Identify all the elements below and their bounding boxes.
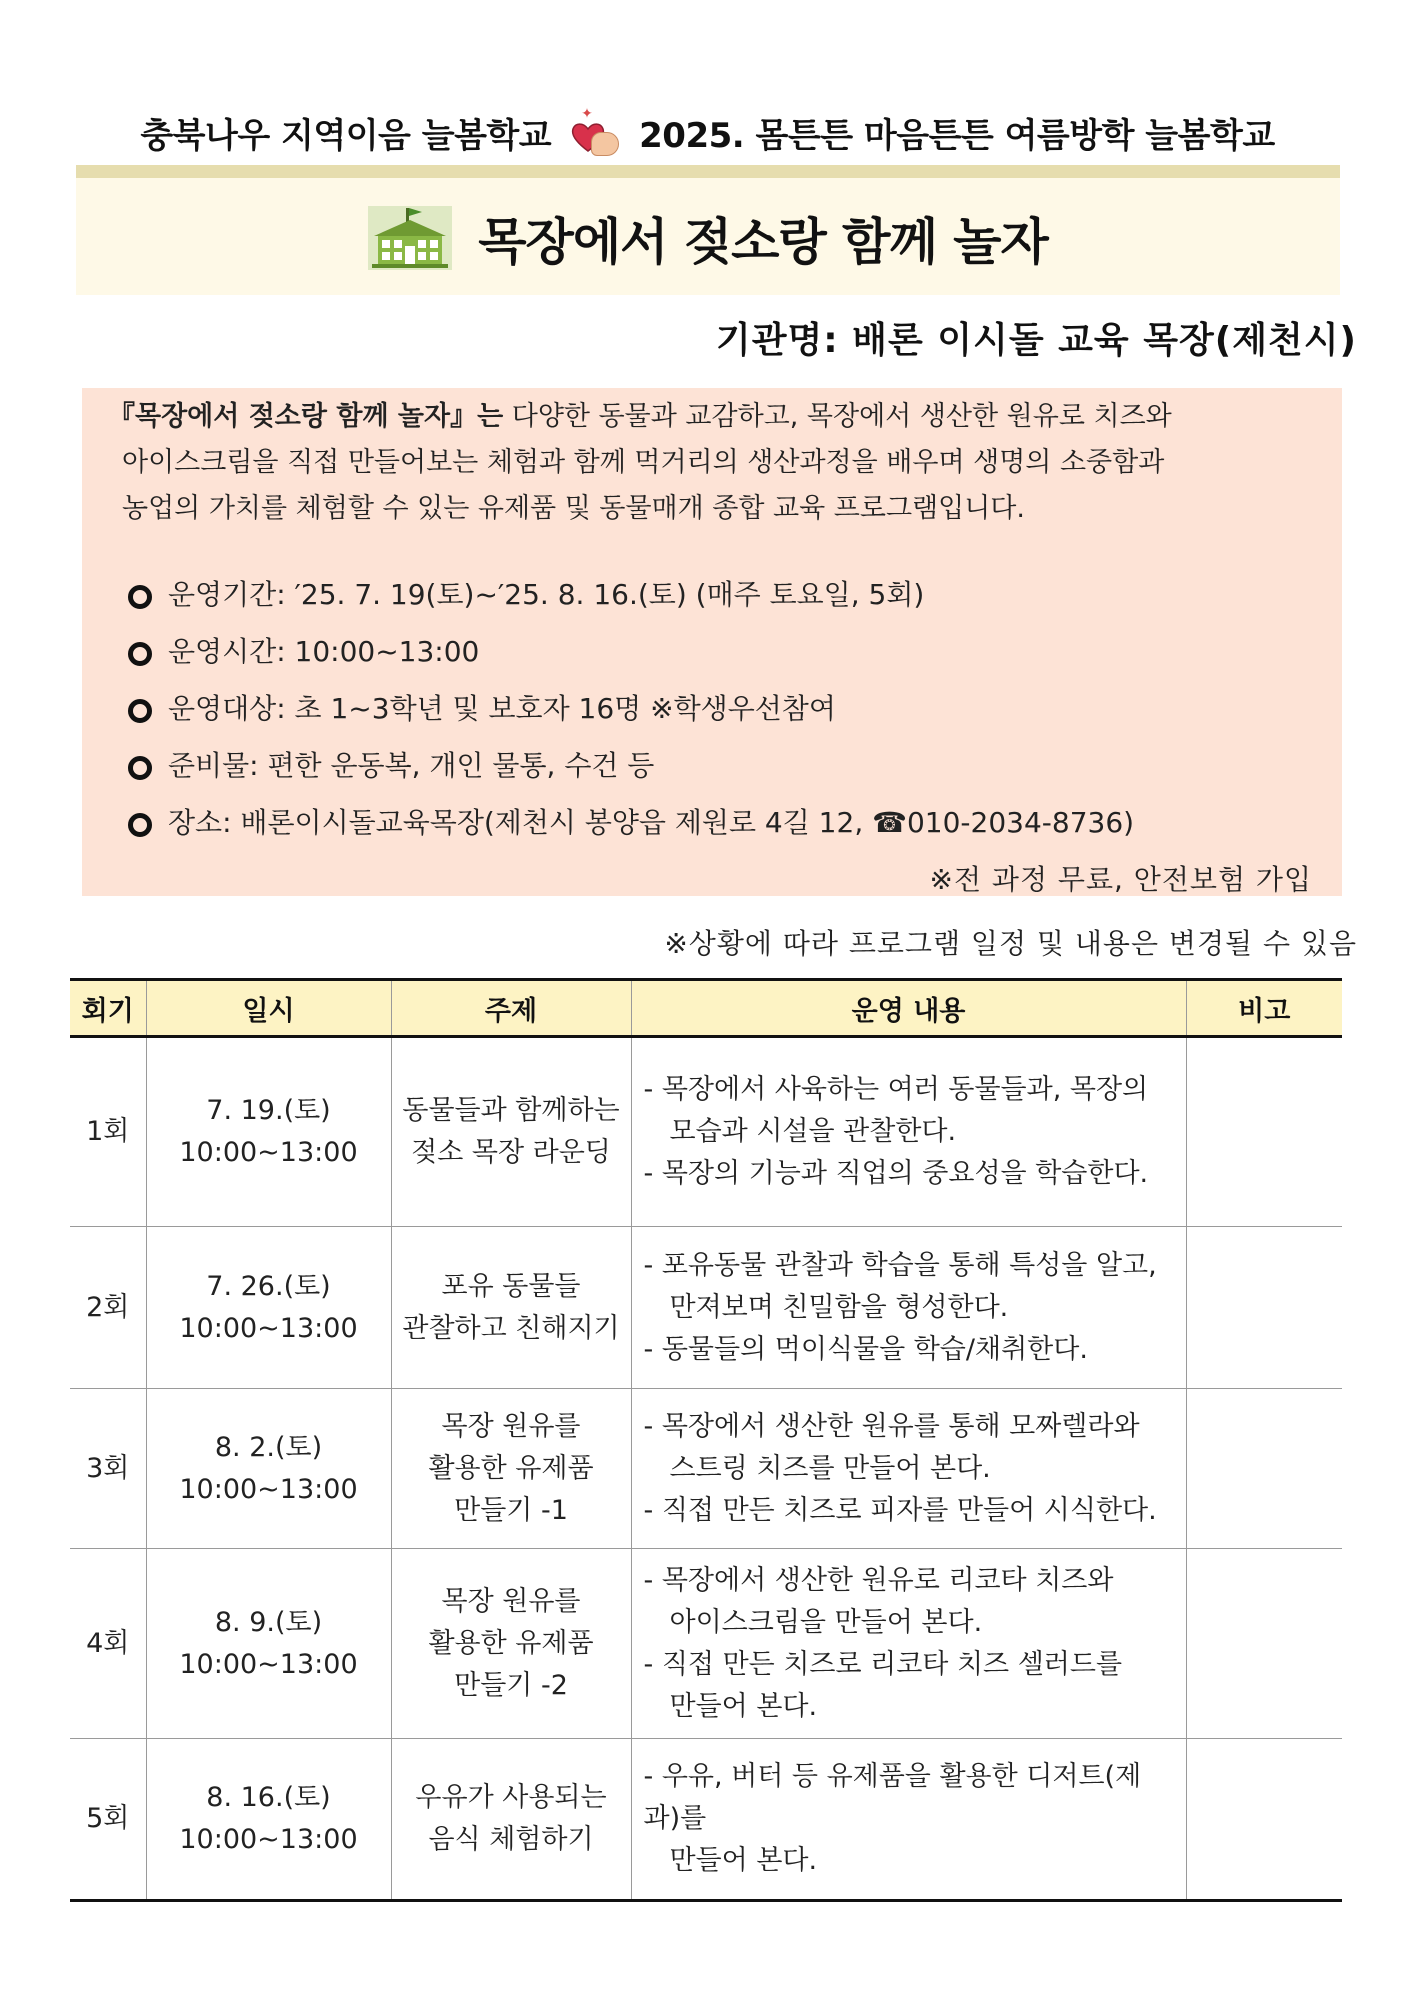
date-text: 8. 16.(토) [206, 1782, 331, 1813]
content-cell [631, 1739, 1186, 1901]
topic-cell [391, 1037, 631, 1227]
info-item-location: 장소: 배론이시돌교육목장(제천시 봉양읍 제원로 4길 12, ☎010-2034-8736) [128, 794, 1308, 851]
content-line: 모습과 시설을 관찰한다. [669, 1116, 957, 1147]
content-line: - 목장에서 사육하는 여러 동물들과, 목장의 [643, 1074, 1149, 1105]
session-cell: 1회 [70, 1037, 146, 1227]
intro-line-3: 농업의 가치를 체험할 수 있는 유제품 및 동물매개 종합 교육 프로그램입니다. [122, 493, 1025, 524]
table-header-row [70, 980, 1342, 1037]
content-line: 만들어 본다. [669, 1845, 818, 1876]
table-row [70, 1037, 1342, 1227]
time-text: 10:00~13:00 [179, 1648, 358, 1680]
content-line: - 목장의 기능과 직업의 중요성을 학습한다. [643, 1158, 1149, 1189]
topic-line: 동물들과 함께하는 [402, 1095, 620, 1126]
date-text: 7. 19.(토) [206, 1095, 331, 1126]
session-cell: 3회 [70, 1389, 146, 1549]
header-content: 운영 내용 [631, 980, 1186, 1037]
title-band [76, 165, 1340, 295]
session-cell: 4회 [70, 1549, 146, 1739]
institution-name: 기관명: 배론 이시돌 교육 목장(제천시) [715, 320, 1357, 361]
content-cell [631, 1227, 1186, 1389]
content-line: - 목장에서 생산한 원유로 리코타 치즈와 [643, 1564, 1114, 1596]
time-text: 10:00~13:00 [179, 1137, 358, 1168]
circle-bullet-icon [128, 642, 152, 666]
topic-cell [391, 1389, 631, 1549]
time-text: 10:00~13:00 [179, 1824, 358, 1855]
intro-line-1-rest: 다양한 동물과 교감하고, 목장에서 생산한 원유로 치즈와 [503, 401, 1172, 432]
content-line: - 직접 만든 치즈로 피자를 만들어 시식한다. [643, 1494, 1157, 1526]
date-text: 7. 26.(토) [206, 1270, 331, 1302]
topic-cell [391, 1739, 631, 1901]
content-cell [631, 1389, 1186, 1549]
header-session: 회기 [70, 980, 146, 1037]
content-line: - 동물들의 먹이식물을 학습/채취한다. [643, 1333, 1088, 1365]
table-row [70, 1739, 1342, 1901]
topic-cell [391, 1549, 631, 1739]
date-cell [146, 1739, 391, 1901]
table-row [70, 1389, 1342, 1549]
table-row [70, 1227, 1342, 1389]
note-cell [1186, 1227, 1342, 1389]
header-date: 일시 [146, 980, 391, 1037]
topic-line: 포유 동물들 [441, 1270, 581, 1302]
free-insurance-note: ※전 과정 무료, 안전보험 가입 [929, 863, 1312, 896]
main-title: 목장에서 젖소랑 함께 놀자 [478, 213, 1048, 271]
schedule-table [70, 978, 1342, 1902]
circle-bullet-icon [128, 585, 152, 609]
info-item-supplies: 준비물: 편한 운동복, 개인 물통, 수건 등 [128, 737, 1308, 794]
topic-line: 만들기 -1 [454, 1494, 568, 1526]
content-line: 만들어 본다. [669, 1690, 818, 1722]
content-line: - 우유, 버터 등 유제품을 활용한 디저트(제과)를 [643, 1761, 1142, 1834]
content-cell [631, 1037, 1186, 1227]
time-text: 10:00~13:00 [179, 1473, 358, 1505]
header-right: 2025. 몸튼튼 마음튼튼 여름방학 늘봄학교 [639, 115, 1275, 156]
heart-hand-icon: ✦ [561, 106, 621, 158]
table-row [70, 1549, 1342, 1739]
date-cell [146, 1227, 391, 1389]
topic-line: 만들기 -2 [454, 1669, 568, 1701]
content-line: - 포유동물 관찰과 학습을 통해 특성을 알고, [643, 1249, 1157, 1281]
note-cell [1186, 1389, 1342, 1549]
header-note: 비고 [1186, 980, 1342, 1037]
circle-bullet-icon [128, 813, 152, 837]
session-cell: 5회 [70, 1739, 146, 1901]
topic-line: 목장 원유를 [441, 1410, 581, 1442]
date-cell [146, 1037, 391, 1227]
date-cell [146, 1389, 391, 1549]
content-line: - 직접 만든 치즈로 리코타 치즈 셀러드를 [643, 1648, 1123, 1680]
info-box [82, 388, 1342, 896]
note-cell [1186, 1037, 1342, 1227]
intro-lead: 『목장에서 젖소랑 함께 놀자』는 [108, 401, 504, 432]
session-cell: 2회 [70, 1227, 146, 1389]
topic-line: 젖소 목장 라운딩 [411, 1137, 611, 1168]
content-line: 스트링 치즈를 만들어 본다. [669, 1452, 991, 1484]
note-cell [1186, 1739, 1342, 1901]
content-cell [631, 1549, 1186, 1739]
topic-line: 활용한 유제품 [428, 1452, 594, 1484]
school-icon [368, 206, 452, 270]
topic-line: 음식 체험하기 [428, 1824, 594, 1855]
header-topic: 주제 [391, 980, 631, 1037]
topic-cell [391, 1227, 631, 1389]
info-list [128, 566, 1308, 851]
topic-line: 활용한 유제품 [428, 1627, 594, 1659]
info-item-period: 운영기간: ′25. 7. 19(토)~′25. 8. 16.(토) (매주 토요일, 5회) [128, 566, 1308, 623]
info-item-target: 운영대상: 초 1~3학년 및 보호자 16명 ※학생우선참여 [128, 680, 1308, 737]
topic-line: 목장 원유를 [441, 1585, 581, 1617]
info-item-time: 운영시간: 10:00~13:00 [128, 623, 1308, 680]
date-text: 8. 2.(토) [214, 1431, 323, 1463]
circle-bullet-icon [128, 756, 152, 780]
date-text: 8. 9.(토) [214, 1606, 323, 1638]
content-line: 아이스크림을 만들어 본다. [669, 1606, 983, 1638]
program-intro [108, 394, 1308, 532]
intro-line-1 [108, 394, 1308, 440]
header-left: 충북나우 지역이음 늘봄학교 [140, 115, 552, 156]
content-line: - 목장에서 생산한 원유를 통해 모짜렐라와 [643, 1410, 1140, 1442]
schedule-change-note: ※상황에 따라 프로그램 일정 및 내용은 변경될 수 있음 [664, 927, 1357, 960]
date-cell [146, 1549, 391, 1739]
content-line: 만져보며 친밀함을 형성한다. [669, 1291, 1009, 1323]
circle-bullet-icon [128, 699, 152, 723]
time-text: 10:00~13:00 [179, 1312, 358, 1344]
intro-line-2: 아이스크림을 직접 만들어보는 체험과 함께 먹거리의 생산과정을 배우며 생명의 소중함과 [122, 447, 1165, 478]
topic-line: 우유가 사용되는 [415, 1782, 607, 1813]
topic-line: 관찰하고 친해지기 [402, 1312, 620, 1344]
header-line [0, 104, 1415, 160]
note-cell [1186, 1549, 1342, 1739]
